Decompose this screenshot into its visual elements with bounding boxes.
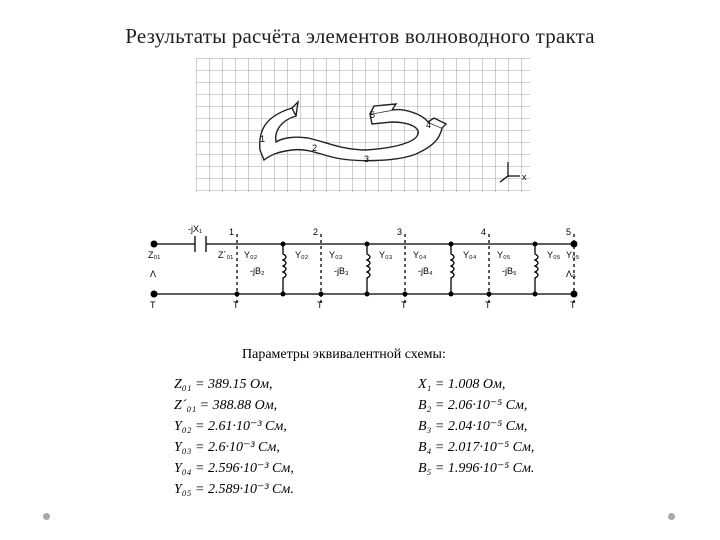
y-label-3: Y₀₃ [329,250,343,260]
b-label-2: -jB₂ [250,266,265,276]
b-label-4: -jB₄ [418,266,433,276]
port-label-2: 2 [313,227,319,237]
param-b3: B₃ = 2.04·10⁻⁵ См, [418,419,528,434]
model-label-2: 2 [312,143,318,153]
left-z-label: Z₀₁ [148,250,161,260]
model-label-3: 3 [364,154,370,164]
axis-label: x [522,172,527,182]
params-heading: Параметры эквивалентной схемы: [242,347,446,362]
left-lambda-label: Λ [150,269,157,279]
shunt-inductor-5 [535,244,538,294]
port-label-1: 1 [229,227,235,237]
t-label-1: T [150,300,156,310]
shunt-inductor-2 [283,244,286,294]
y-label-6: Y₀₄ [463,250,477,260]
y-label-7: Y₀₅ [497,250,511,260]
terminal-right-top [571,241,578,248]
model-label-5: 5 [370,110,376,120]
terminal-left-bottom [151,291,158,298]
series-x-label: -jX₁ [188,224,203,234]
params-right-column [418,374,534,479]
param-y03: Y₀₃ = 2.6·10⁻³ См, [174,440,280,455]
model-label-1: 1 [260,134,266,144]
port-label-3: 3 [397,227,403,237]
t-label-2: T [233,300,239,310]
terminal-left-top [151,241,158,248]
param-y02: Y₀₂ = 2.61·10⁻³ См, [174,419,287,434]
y-label-4: Y₀₃ [379,250,393,260]
param-x1: X₁ = 1.008 Ом, [418,377,506,392]
y-label-8: Y₀₅ [547,250,561,260]
param-b5: B₅ = 1.996·10⁻⁵ См. [418,461,535,476]
waveguide-model-figure [196,58,530,192]
param-b2: B₂ = 2.06·10⁻⁵ См, [418,398,528,413]
slide-title: Результаты расчёта элементов волноводного тракта [125,24,595,48]
shunt-inductor-3 [367,244,370,294]
param-z01-prime: Z´₀₁ = 388.88 Ом, [174,398,278,413]
terminal-right-bottom [571,291,578,298]
port-label-5: 5 [566,227,572,237]
t-label-6: T [570,300,576,310]
z01p-label: Z´₀₁ [218,250,234,260]
param-b4: B₄ = 2.017·10⁻⁵ См, [418,440,535,455]
slide-prev-dot[interactable] [43,513,50,520]
shunt-inductor-4 [451,244,454,294]
b-label-3: -jB₃ [334,266,349,276]
param-y04: Y₀₄ = 2.596·10⁻³ См, [174,461,294,476]
right-y-label: Y₀₅ [566,250,580,260]
t-label-4: T [401,300,407,310]
t-label-5: T [485,300,491,310]
t-label-3: T [317,300,323,310]
y-label-5: Y₀₄ [413,250,427,260]
b-label-5: -jB₅ [502,266,517,276]
grid-background [196,58,530,192]
param-z01: Z₀₁ = 389.15 Ом, [174,377,273,392]
model-label-4: 4 [426,120,432,130]
equivalent-circuit-diagram [140,222,595,317]
right-lambda-label: Λ₀ [566,269,576,279]
params-left-column [174,374,294,500]
port-label-4: 4 [481,227,487,237]
y-label-2: Y₀₂ [295,250,309,260]
slide-next-dot[interactable] [668,513,675,520]
param-y05: Y₀₅ = 2.589·10⁻³ См. [174,482,294,497]
y-label-1: Y₀₂ [244,250,258,260]
